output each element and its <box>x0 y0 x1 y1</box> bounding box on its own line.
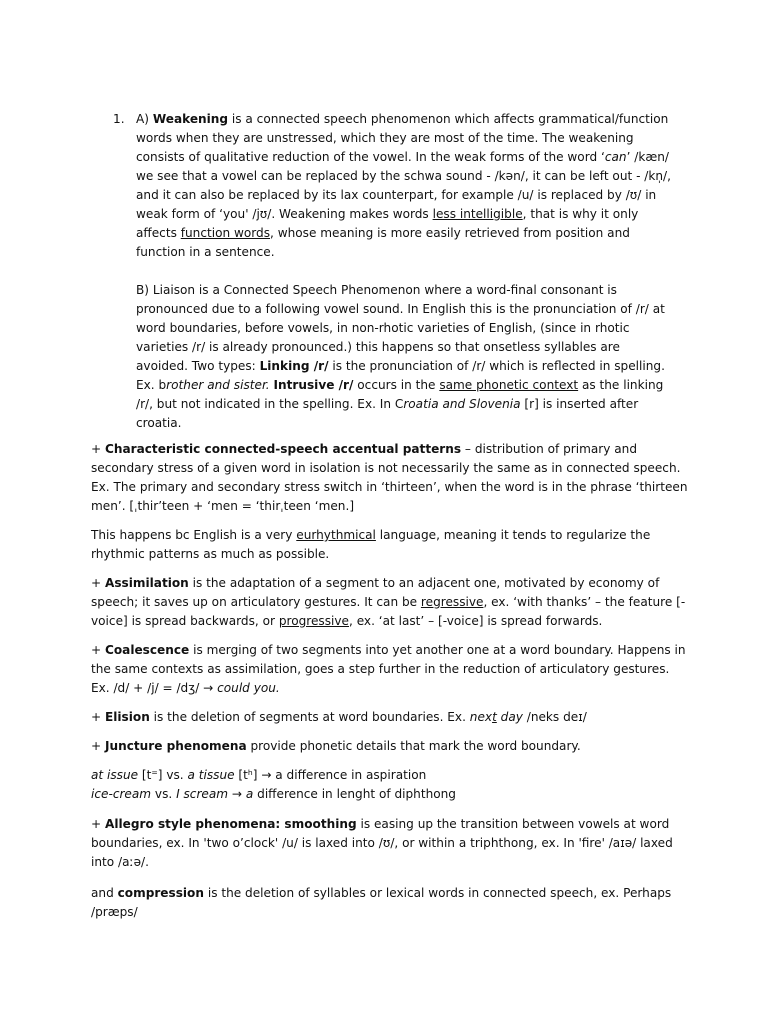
paragraph-liaison: B) Liaison is a Connected Speech Phenomenon where a word-final consonant is pronounced due to a following vowel sound. In English this is the pronunciation of /r/ at word boundaries, before vowels, in non-rhotic varieties of English, (since in rhotic varieties /r/ is already pronounced.) this happens so that onsetless syllables are avoided. Two types: Linking /r/ is the pronunciation of /r/ which is reflected in spelling. Ex. brother and sister. Intrusive /r/ occurs in the same phonetic context as the linking /r/, but not indicated in the spelling. Ex. In Croatia and Slovenia [r] is inserted after croatia. <box>136 283 665 430</box>
term-linking-r: Linking /r/ <box>259 359 329 373</box>
list-number: 1. <box>113 112 125 126</box>
underline-same-phonetic-context: same phonetic context <box>439 378 579 392</box>
paragraph-compression: and compression is the deletion of syllables or lexical words in connected speech, ex. Perhaps /præps/ <box>91 886 672 919</box>
paragraph-allegro-style: + Allegro style phenomena: smoothing is easing up the transition between vowels at word boundaries, ex. In 'two o’clock' /u/ is laxed into /ʊ/, or within a triphthong, ex. In 'fire' /aɪə/ laxed into /aːə/. <box>91 817 673 869</box>
term-intrusive-r: Intrusive /r/ <box>273 378 354 392</box>
paragraph-accentual-patterns: + Characteristic connected-speech accentual patterns – distribution of primary and secondary stress of a given word in isolation is not necessarily the same as in connected speech. Ex. The primary and secondary stress switch in ‘thirteen’, when the word is in the phrase ‘thirteen men’. [ˌthir’teen + ‘men = ‘thirˌteen ‘men.] <box>91 442 688 513</box>
paragraph-elision: + Elision is the deletion of segments at word boundaries. Ex. next day /neks deɪ/ <box>91 710 587 724</box>
notes-body <box>91 440 691 932</box>
example-at-issue: at issue [t⁼] vs. a tissue [tʰ] → a difference in aspiration <box>91 768 427 782</box>
underline-function-words: function words <box>180 226 271 240</box>
paragraph-assimilation: + Assimilation is the adaptation of a segment to an adjacent one, motivated by economy of speech; it saves up on articulatory gestures. It can be regressive, ex. ‘with thanks’ – the feature [-voice] is spread backwards, or progressive, ex. ‘at last’ – [-voice] is spread forwards. <box>91 576 686 628</box>
paragraph-eurhythmical: This happens bc English is a very eurhythmical language, meaning it tends to regularize the rhythmic patterns as much as possible. <box>91 528 651 561</box>
underline-less-intelligible: less intelligible <box>432 207 523 221</box>
paragraph-coalescence: + Coalescence is merging of two segments into yet another one at a word boundary. Happens in the same contexts as assimilation, goes a step further in the reduction of articulatory gestures. Ex. /d/ + /j/ = /dʒ/ → could you. <box>91 643 686 695</box>
term-weakening: Weakening <box>152 112 229 126</box>
paragraph-juncture: + Juncture phenomena provide phonetic details that mark the word boundary. <box>91 739 581 753</box>
example-ice-cream: ice-cream vs. I scream → a difference in lenght of diphthong <box>91 787 456 801</box>
list-item-1 <box>136 110 674 433</box>
paragraph-weakening: A) Weakening is a connected speech phenomenon which affects grammatical/function words when they are unstressed, which they are most of the time. The weakening consists of qualitative reduction of the vowel. In the weak forms of the word ‘can’ /kæn/ we see that a vowel can be replaced by the schwa sound - /kən/, it can be left out - /kn̩/, and it can also be replaced by its lax counterpart, for example /u/ is replaced by /ʊ/ in weak form of ‘you' /jʊ/. Weakening makes words less intelligible, that is why it only affects function words, whose meaning is more easily retrieved from position and function in a sentence. <box>136 112 671 259</box>
